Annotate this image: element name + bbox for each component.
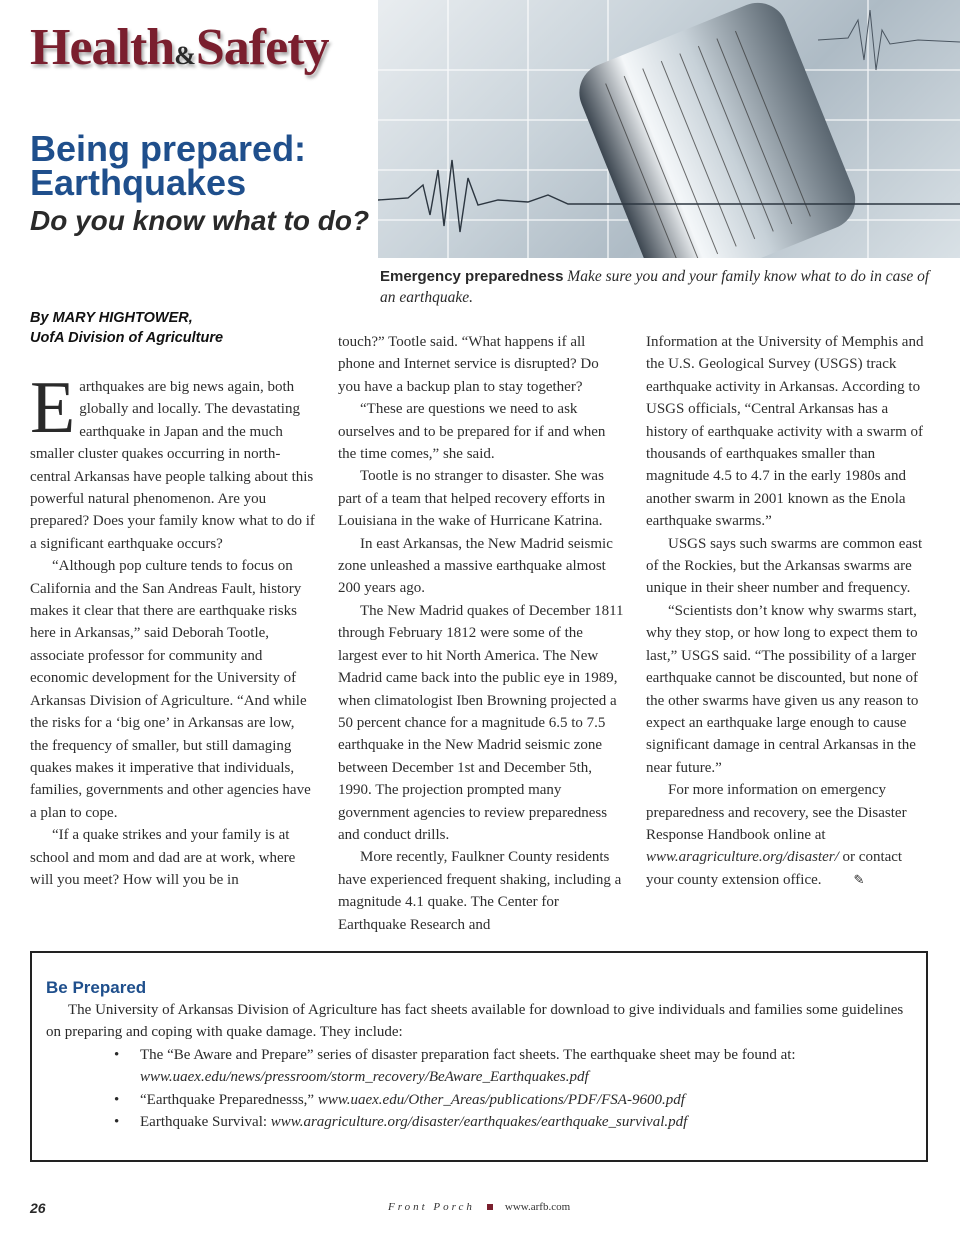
paragraph-text: For more information on emergency preparedness and recovery, see the Disaster Response Handbook online at xyxy=(646,782,907,843)
article-column-1 xyxy=(30,367,316,891)
page-footer xyxy=(388,1201,570,1213)
list-item-text: The “Be Aware and Prepare” series of disaster preparation fact sheets. The earthquake sheet may be found at: xyxy=(140,1046,796,1063)
bullet-icon: • xyxy=(114,1114,120,1131)
resource-link[interactable]: www.aragriculture.org/disaster/earthquakes/earthquake_survival.pdf xyxy=(270,1114,688,1131)
end-mark-icon: ✎ xyxy=(853,871,865,887)
page-number: 26 xyxy=(30,1200,46,1216)
list-item xyxy=(106,1111,912,1133)
paragraph: “If a quake strikes and your family is at school and mom and dad are at work, where will you meet? How will you be in xyxy=(30,827,296,888)
paragraph: “Although pop culture tends to focus on California and the San Andreas Fault, history makes it clear that there are earthquake risks here in Arkansas,” said Deborah Tootle, associate professor for community and economic development for the University of Arkansas Division of Agriculture. “And while the risks for a ‘big one’ in Arkansas are low, the frequency of smaller, but still damaging quakes makes it imperative that individuals, families, governments and other agencies have a plan to cope. xyxy=(30,558,311,821)
paragraph: USGS says such swarms are common east of the Rockies, but the Arkansas swarms are unique in their sheer number and frequency. xyxy=(646,535,923,597)
paragraph: Information at the University of Memphis and the U.S. Geological Survey (USGS) track earthquake activity in Arkansas. According to USGS officials, “Central Arkansas has a history of earthquake activity with a swarm of thousands of earthquakes smaller than magnitude 4.5 to 4.7 in the early 1980s and another swarm in 2001 known as the Enola earthquake swarms.” xyxy=(646,334,924,530)
resource-link[interactable]: www.uaex.edu/Other_Areas/publications/PDF/FSA-9600.pdf xyxy=(317,1091,685,1108)
paragraph: “Scientists don’t know why swarms start, why they stop, or how long to expect them to last,” USGS said. “The possibility of a larger earthquake cannot be discounted, but none of the other swarms have given us any reason to expect an earthquake large enough to cause significant damage in central Arkansas in the near future.” xyxy=(646,602,919,776)
seismograph-illustration xyxy=(378,0,960,258)
paragraph: “These are questions we need to ask ourselves and to be prepared for if and when the time comes,” she said. xyxy=(338,401,606,463)
box-title: Be Prepared xyxy=(46,978,147,997)
paragraph-text: or contact your county extension office. xyxy=(646,849,903,888)
paragraph: In east Arkansas, the New Madrid seismic zone unleashed a massive earthquake almost 200 years ago. xyxy=(338,535,613,597)
publication-name: Front Porch xyxy=(388,1201,475,1213)
resource-link[interactable]: www.uaex.edu/news/pressroom/storm_recovery/BeAware_Earthquakes.pdf xyxy=(140,1069,589,1086)
bullet-icon: • xyxy=(114,1046,120,1063)
list-item xyxy=(106,1089,912,1111)
paragraph: touch?” Tootle said. “What happens if all phone and Internet service is disrupted? Do you have a backup plan to stay together? xyxy=(338,334,599,395)
separator-square-icon xyxy=(487,1204,493,1210)
list-item xyxy=(106,1044,912,1089)
paragraph-text: arthquakes are big news again, both globally and locally. The devastating earthquake in Japan and the much smaller cluster quakes occurring in north-central Arkansas have people talking about this powerful natural phenomenon. Are you prepared? Does your family know what to do if a significant earthquake occurs? xyxy=(30,379,315,552)
drop-cap: E xyxy=(30,367,76,449)
paragraph: More recently, Faulkner County residents have experienced frequent shaking, including a magnitude 4.1 quake. The Center for Earthquake Research and xyxy=(338,849,622,933)
section-title-safety: Safety xyxy=(195,19,329,76)
byline-org: UofA Division of Agriculture xyxy=(30,330,224,346)
article-column-3 xyxy=(646,331,932,891)
photo-caption xyxy=(380,266,940,308)
headline-text: Being prepared: Earthquakes xyxy=(30,128,307,203)
paragraph: The New Madrid quakes of December 1811 through February 1812 were some of the largest ever to hit North America. The New Madrid came back into the public eye in 1989, when climatologist Iben Browning projected a 50 percent chance for a magnitude 6.5 to 7.5 earthquake in the New Madrid seismic zone between December 1st and December 5th, 1990. The projection prompted many government agencies to review preparedness and conduct drills. xyxy=(338,602,624,843)
list-item-text: Earthquake Survival: xyxy=(140,1114,271,1131)
article-column-2 xyxy=(338,331,624,936)
disaster-handbook-link[interactable]: www.aragriculture.org/disaster/ xyxy=(646,849,839,866)
box-intro: The University of Arkansas Division of Agriculture has fact sheets available for download to give individuals and families some guidelines on preparing and coping with quake damage. They include: xyxy=(46,1002,904,1041)
resource-list xyxy=(46,1044,912,1134)
byline xyxy=(30,308,223,348)
be-prepared-box xyxy=(30,951,928,1162)
article-headline xyxy=(30,128,330,203)
section-banner xyxy=(30,18,329,77)
seismograph-photo xyxy=(378,0,960,258)
article-deck: Do you know what to do? xyxy=(30,205,370,236)
caption-text: Make sure you and your family know what to do in case of an earthquake. xyxy=(380,268,930,306)
paragraph xyxy=(30,367,316,555)
bullet-icon: • xyxy=(114,1091,120,1108)
section-title-health: Health xyxy=(30,19,175,76)
byline-name: By MARY HIGHTOWER, xyxy=(30,310,193,326)
section-title-ampersand: & xyxy=(174,41,196,70)
paragraph: Tootle is no stranger to disaster. She was part of a team that helped recovery efforts in Louisiana in the wake of Hurricane Katrina. xyxy=(338,468,606,530)
list-item-text: “Earthquake Preparednesss,” xyxy=(140,1091,318,1108)
website-link[interactable]: www.arfb.com xyxy=(504,1201,571,1213)
paragraph xyxy=(646,779,932,891)
caption-label: Emergency preparedness xyxy=(380,268,564,285)
